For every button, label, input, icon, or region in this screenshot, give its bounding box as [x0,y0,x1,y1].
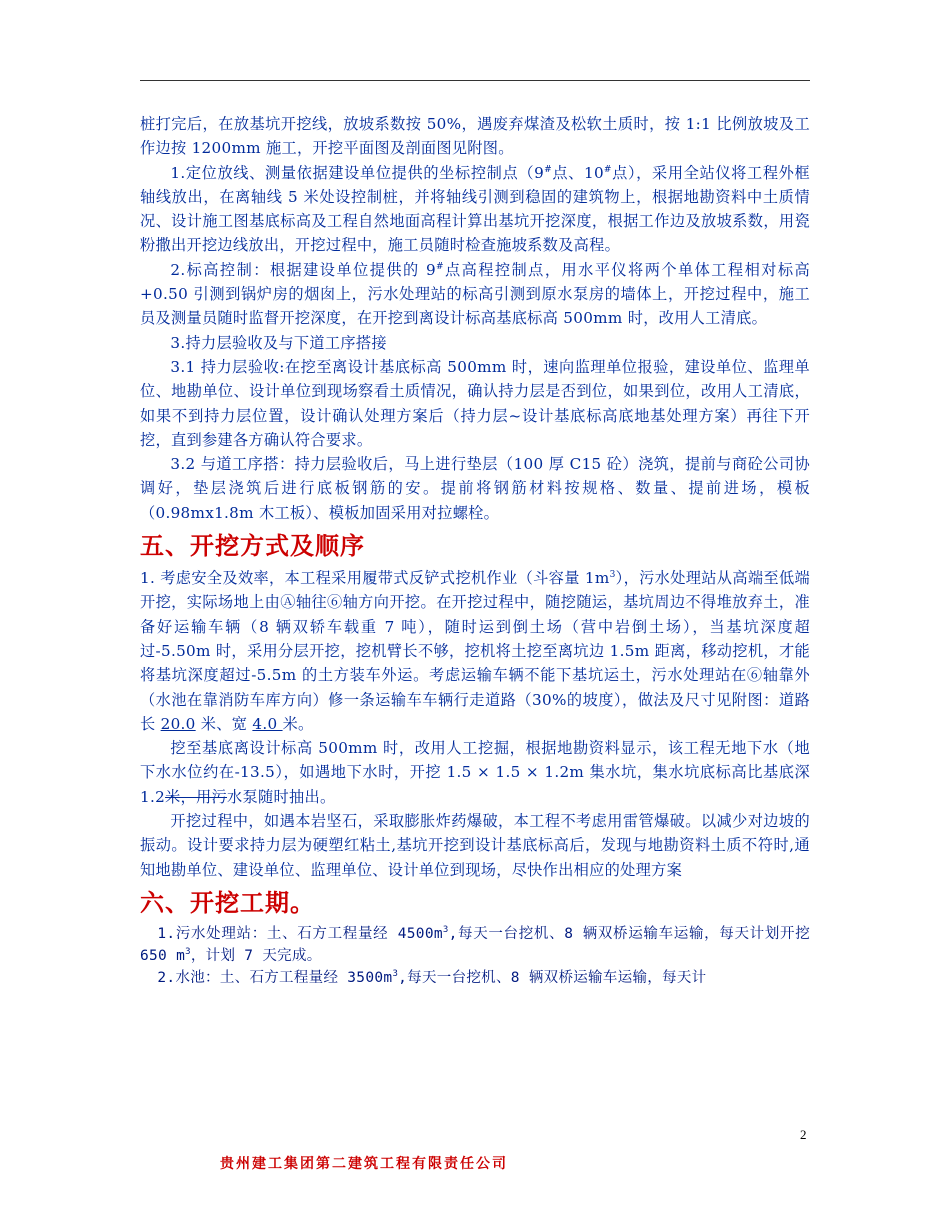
paragraph-blasting: 开挖过程中，如遇本岩坚石，采取膨胀炸药爆破，本工程不考虑用雷管爆破。以减少对边坡的振动。设计要求持力层为硬塑红粘土,基坑开挖到设计基底标高后，发现与地勘资料土质不符时,通知地勘单位、建设单位、监理单位、设计单位到现场，尽快作出相应的处理方案 [140,812,810,879]
paragraph-pool-schedule: 2.水池：土、石方工程量经 $3500m^3$,每天一台挖机、8 辆双桥运输车运输，每天计 [157,969,707,986]
paragraph-bearing-layer-acceptance: 3.1 持力层验收:在挖至离设计基底标高 500mm 时，速向监理单位报验，建设单位、监理单位、地勘单位、设计单位到现场察看土质情况，确认持力层是否到位，如果到位，改用人工清底，如果不到持力层位置，设计确认处理方案后（持力层~设计基底标高底地基处理方案）再往下开挖，直到参建各方确认符合要求。 [140,357,810,449]
paragraph-bearing-layer-title: 3.持力层验收及与下道工序搭接 [170,333,387,352]
paragraph-elevation-control: 2.标高控制：根据建设单位提供的 9#点高程控制点，用水平仪将两个单体工程相对标高+0.50 引测到锅炉房的烟囱上，污水处理站的标高引测到原水泵房的墙体上，开挖过程中，施工员及测量员随时监督开挖深度，在开挖到离设计标高基底标高 500mm 时，改用人工清底。 [140,260,810,328]
section-heading-6: 六、开挖工期。 [140,888,315,917]
company-footer: 贵州建工集团第二建筑工程有限责任公司 [220,1156,508,1172]
header-rule [140,80,810,81]
document-body [140,112,810,989]
paragraph-slope: 桩打完后，在放基坑开挖线，放坡系数按 50%，遇废弃煤渣及松软土质时，按 1:1 比例放坡及工作边按 1200mm 施工，开挖平面图及剖面图见附图。 [140,115,810,158]
section-heading-5: 五、开挖方式及顺序 [140,532,365,561]
page-number: 2 [800,1127,807,1142]
paragraph-excavation-method: 1. 考虑安全及效率，本工程采用履带式反铲式挖机作业（斗容量 $1m^3$），污水处理站从高端至低端开挖，实际场地上由Ⓐ轴往⑥轴方向开挖。在开挖过程中，随挖随运，基坑周边不得堆放弃土，准备好运输车辆（8 辆双轿车载重 7 吨），随时运到倒土场（营中岩倒土场），当基坑深度超过-5.50m 时，采用分层开挖，挖机臂长不够，挖机将土挖至离坑边 1.5m 距离，移动挖机，才能将基坑深度超过-5.5m 的土方装车外运。考虑运输车辆不能下基坑运土，污水处理站在⑥轴靠外（水池在靠消防车库方向）修一条运输车车辆行走道路（30%的坡度），做法及尺寸见附图：道路长 20.0 米、宽 4.0 米。 [140,569,810,733]
section-6-body [140,923,810,989]
paragraph-sewage-station-schedule: 1.污水处理站：土、石方工程量经 $4500m^3$,每天一台挖机、8 辆双桥运输车运输，每天计划开挖 650 $m^3$，计划 7 天完成。 [140,925,811,964]
paragraph-manual-digging: 挖至基底离设计标高 500mm 时，改用人工挖掘，根据地勘资料显示，该工程无地下水（地下水水位约在-13.5），如遇地下水时，开挖 1.5 × 1.5 × 1.2m 集水坑，集水坑底标高比基底深 1.2米，用污水泵随时抽出。 [140,739,810,806]
paragraph-positioning: 1.定位放线、测量依据建设单位提供的坐标控制点（9#点、10#点），采用全站仪将工程外框轴线放出，在离轴线 5 米处设控制桩，并将轴线引测到稳固的建筑物上，根据地勘资料中土质情况、设计施工图基底标高及工程自然地面高程计算出基坑开挖深度，根据工作边及放坡系数，用瓷粉撒出开挖边线放出，开挖过程中，施工员随时检查施坡系数及高程。 [140,163,810,255]
paragraph-next-process: 3.2 与道工序搭：持力层验收后，马上进行垫层（100 厚 C15 砼）浇筑，提前与商砼公司协调好，垫层浇筑后进行底板钢筋的安。提前将钢筋材料按规格、数量、提前进场，模板（0.98mx1.8m 木工板）、模板加固采用对拉螺栓。 [140,455,810,522]
